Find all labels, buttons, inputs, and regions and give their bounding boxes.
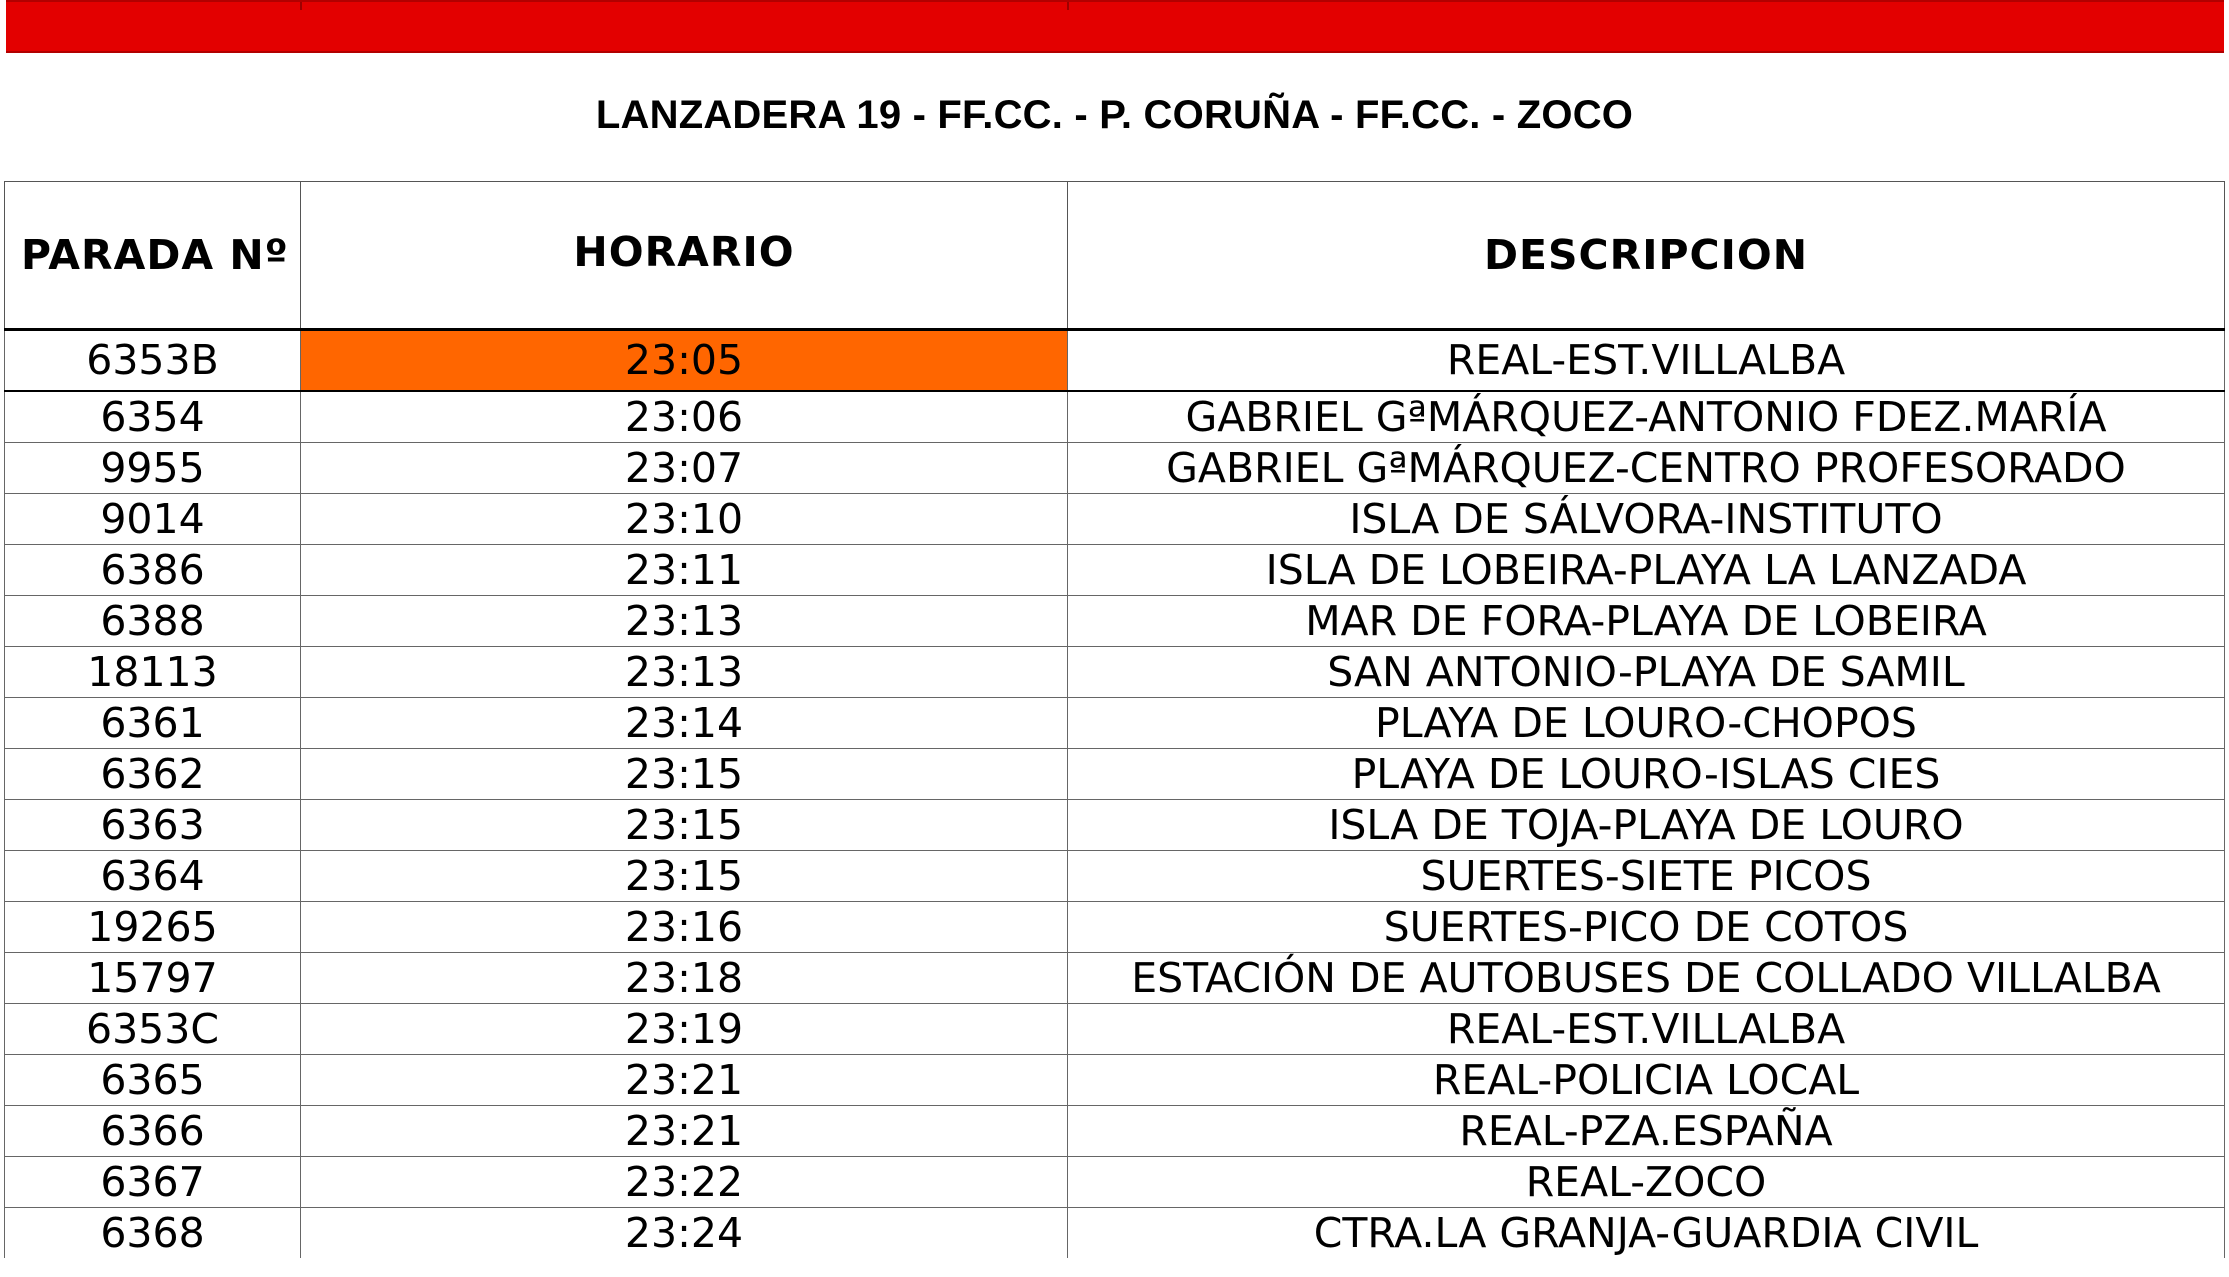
page-title: LANZADERA 19 - FF.CC. - P. CORUÑA - FF.CC. - ZOCO xyxy=(595,93,1634,137)
departure-time-cell: 23:05 xyxy=(301,330,1068,392)
stop-description-cell: SAN ANTONIO-PLAYA DE SAMIL xyxy=(1068,647,2225,698)
stop-number-cell: 6353C xyxy=(5,1004,301,1055)
table-row xyxy=(5,749,2225,800)
stop-number-cell: 6388 xyxy=(5,596,301,647)
departure-time-cell: 23:15 xyxy=(301,749,1068,800)
stop-description-cell: GABRIEL GªMÁRQUEZ-ANTONIO FDEZ.MARÍA xyxy=(1068,391,2225,443)
stop-description-cell: REAL-PZA.ESPAÑA xyxy=(1068,1106,2225,1157)
table-header-row xyxy=(5,182,2225,330)
stop-number-cell: 6354 xyxy=(5,391,301,443)
column-header-time xyxy=(301,182,1068,330)
table-row xyxy=(5,494,2225,545)
table-row xyxy=(5,902,2225,953)
departure-time-cell: 23:07 xyxy=(301,443,1068,494)
stop-number-cell: 6386 xyxy=(5,545,301,596)
stop-number-cell: 6363 xyxy=(5,800,301,851)
departure-time-cell: 23:15 xyxy=(301,800,1068,851)
stop-number-cell: 9955 xyxy=(5,443,301,494)
table-row xyxy=(5,545,2225,596)
stop-description-cell: REAL-ZOCO xyxy=(1068,1157,2225,1208)
stop-number-cell: 6368 xyxy=(5,1208,301,1259)
column-header-stop: PARADA Nº xyxy=(5,182,301,330)
table-row xyxy=(5,596,2225,647)
table-row xyxy=(5,1208,2225,1259)
departure-time-cell: 23:15 xyxy=(301,851,1068,902)
departure-time-cell: 23:06 xyxy=(301,391,1068,443)
stop-description-cell: CTRA.LA GRANJA-GUARDIA CIVIL xyxy=(1068,1208,2225,1259)
column-header-time-label: HORARIO xyxy=(573,228,795,276)
stop-number-cell: 6366 xyxy=(5,1106,301,1157)
stop-number-cell: 6353B xyxy=(5,330,301,392)
stop-description-cell: ISLA DE LOBEIRA-PLAYA LA LANZADA xyxy=(1068,545,2225,596)
stop-number-cell: 15797 xyxy=(5,953,301,1004)
table-row xyxy=(5,851,2225,902)
stop-description-cell: MAR DE FORA-PLAYA DE LOBEIRA xyxy=(1068,596,2225,647)
departure-time-cell: 23:14 xyxy=(301,698,1068,749)
stop-number-cell: 18113 xyxy=(5,647,301,698)
table-row xyxy=(5,443,2225,494)
column-header-description: DESCRIPCION xyxy=(1068,182,2225,330)
stop-description-cell: ESTACIÓN DE AUTOBUSES DE COLLADO VILLALBA xyxy=(1068,953,2225,1004)
stop-number-cell: 19265 xyxy=(5,902,301,953)
schedule-table xyxy=(4,181,2225,1258)
stop-number-cell: 6364 xyxy=(5,851,301,902)
stop-number-cell: 9014 xyxy=(5,494,301,545)
header-bar-divider xyxy=(300,2,302,10)
stop-description-cell: PLAYA DE LOURO-CHOPOS xyxy=(1068,698,2225,749)
header-bar-divider xyxy=(1067,2,1069,10)
stop-description-cell: SUERTES-SIETE PICOS xyxy=(1068,851,2225,902)
departure-time-cell: 23:21 xyxy=(301,1055,1068,1106)
stop-description-cell: GABRIEL GªMÁRQUEZ-CENTRO PROFESORADO xyxy=(1068,443,2225,494)
departure-time-cell: 23:13 xyxy=(301,647,1068,698)
table-row xyxy=(5,698,2225,749)
departure-time-cell: 23:16 xyxy=(301,902,1068,953)
stop-description-cell: ISLA DE SÁLVORA-INSTITUTO xyxy=(1068,494,2225,545)
stop-number-cell: 6362 xyxy=(5,749,301,800)
stop-description-cell: REAL-EST.VILLALBA xyxy=(1068,330,2225,392)
table-row xyxy=(5,391,2225,443)
departure-time-cell: 23:18 xyxy=(301,953,1068,1004)
table-row xyxy=(5,330,2225,392)
departure-time-cell: 23:21 xyxy=(301,1106,1068,1157)
table-row xyxy=(5,1157,2225,1208)
schedule-rows xyxy=(5,330,2225,1259)
table-row xyxy=(5,1106,2225,1157)
stop-description-cell: REAL-POLICIA LOCAL xyxy=(1068,1055,2225,1106)
departure-time-cell: 23:24 xyxy=(301,1208,1068,1259)
departure-time-cell: 23:13 xyxy=(301,596,1068,647)
table-row xyxy=(5,1055,2225,1106)
table-row xyxy=(5,953,2225,1004)
table-row xyxy=(5,647,2225,698)
stop-description-cell: ISLA DE TOJA-PLAYA DE LOURO xyxy=(1068,800,2225,851)
stop-number-cell: 6367 xyxy=(5,1157,301,1208)
table-row xyxy=(5,1004,2225,1055)
departure-time-cell: 23:11 xyxy=(301,545,1068,596)
stop-description-cell: PLAYA DE LOURO-ISLAS CIES xyxy=(1068,749,2225,800)
table-row xyxy=(5,800,2225,851)
stop-description-cell: REAL-EST.VILLALBA xyxy=(1068,1004,2225,1055)
departure-time-cell: 23:19 xyxy=(301,1004,1068,1055)
stop-number-cell: 6361 xyxy=(5,698,301,749)
departure-time-cell: 23:10 xyxy=(301,494,1068,545)
stop-description-cell: SUERTES-PICO DE COTOS xyxy=(1068,902,2225,953)
departure-time-cell: 23:22 xyxy=(301,1157,1068,1208)
stop-number-cell: 6365 xyxy=(5,1055,301,1106)
header-red-bar xyxy=(6,0,2224,53)
